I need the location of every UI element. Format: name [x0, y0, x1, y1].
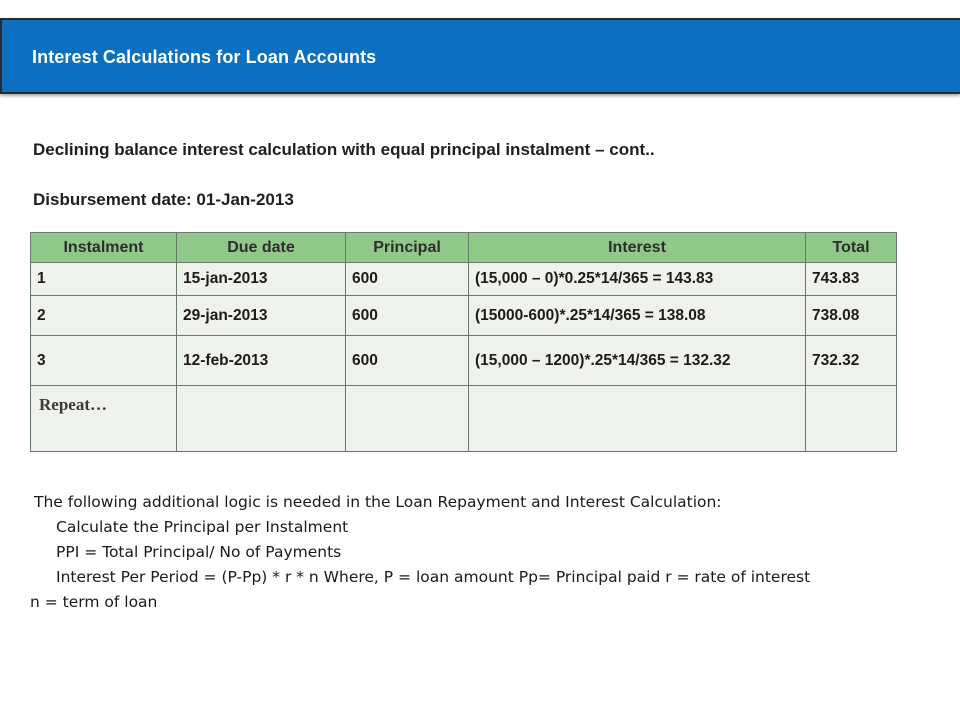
column-header-instalment: Instalment — [31, 233, 177, 263]
cell-due-date: 29-jan-2013 — [177, 296, 346, 336]
table-header-row — [31, 233, 897, 263]
column-header-due-date: Due date — [177, 233, 346, 263]
notes-line-interest-formula: Interest Per Period = (P-Pp) * r * n Where, P = loan amount Pp= Principal paid r = rate of interest — [56, 568, 811, 586]
cell-principal: 600 — [346, 336, 469, 386]
title-bar — [0, 18, 960, 94]
column-header-total: Total — [806, 233, 897, 263]
cell-total — [806, 386, 897, 452]
cell-interest — [469, 386, 806, 452]
cell-interest: (15000-600)*.25*14/365 = 138.08 — [469, 296, 806, 336]
notes-line-term: n = term of loan — [30, 593, 158, 611]
cell-due-date — [177, 386, 346, 452]
table-row — [31, 296, 897, 336]
schedule-table-container — [30, 232, 896, 452]
page-title: Interest Calculations for Loan Accounts — [32, 47, 377, 67]
cell-principal: 600 — [346, 263, 469, 296]
cell-total: 743.83 — [806, 263, 897, 296]
notes-block — [30, 490, 930, 615]
cell-instalment: 3 — [31, 336, 177, 386]
repayment-schedule-table — [30, 232, 897, 452]
table-row — [31, 336, 897, 386]
cell-instalment: 1 — [31, 263, 177, 296]
column-header-interest: Interest — [469, 233, 806, 263]
method-heading: Declining balance interest calculation with equal principal instalment – cont.. — [33, 140, 655, 159]
cell-interest: (15,000 – 1200)*.25*14/365 = 132.32 — [469, 336, 806, 386]
cell-principal — [346, 386, 469, 452]
notes-line-ppi-formula: PPI = Total Principal/ No of Payments — [56, 543, 342, 561]
cell-interest: (15,000 – 0)*0.25*14/365 = 143.83 — [469, 263, 806, 296]
disbursement-heading: Disbursement date: 01-Jan-2013 — [33, 190, 294, 209]
notes-line-principal-per-instalment: Calculate the Principal per Instalment — [56, 518, 349, 536]
column-header-principal: Principal — [346, 233, 469, 263]
cell-principal: 600 — [346, 296, 469, 336]
cell-instalment: 2 — [31, 296, 177, 336]
cell-due-date: 15-jan-2013 — [177, 263, 346, 296]
cell-total: 738.08 — [806, 296, 897, 336]
cell-due-date: 12-feb-2013 — [177, 336, 346, 386]
cell-total: 732.32 — [806, 336, 897, 386]
table-row — [31, 386, 897, 452]
table-row — [31, 263, 897, 296]
cell-instalment: Repeat… — [31, 386, 177, 452]
notes-intro: The following additional logic is needed in the Loan Repayment and Interest Calculation: — [34, 493, 722, 511]
